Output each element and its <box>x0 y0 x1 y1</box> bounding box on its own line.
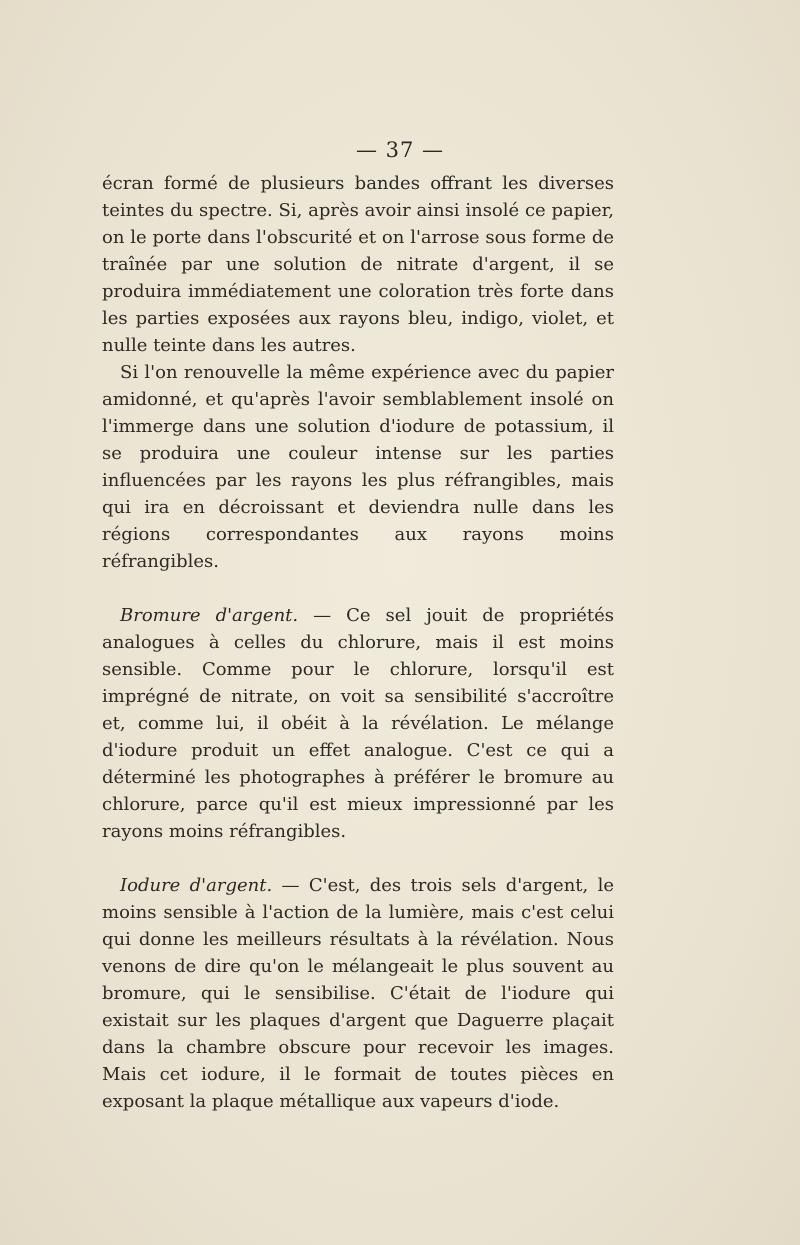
section-text-iodure: — C'est, des trois sels d'argent, le moins sensible à l'action de la lumière, mais c'est celui qui donne les meilleurs résultats à la révélation. Nous venons de dire qu'on le mélangeait le plus souvent au bromure, qui le sensibilise. C'était de l'iodure qui existait sur les plaques d'argent que Daguerre plaçait dans la chambre obscure pour recevoir les images. Mais cet iodure, il le formait de toutes pièces en exposant la plaque métallique aux vapeurs d'iode. <box>102 875 614 1112</box>
page-number: — 37 — <box>355 138 445 162</box>
section-spacer <box>102 575 614 602</box>
page-body <box>102 170 614 1115</box>
section-iodure <box>102 872 614 1115</box>
section-title-bromure: Bromure d'argent. <box>120 605 299 626</box>
section-title-iodure: Iodure d'argent. <box>120 875 273 896</box>
section-bromure <box>102 602 614 845</box>
section-text-bromure: — Ce sel jouit de propriétés analogues à celles du chlorure, mais il est moins sensible. Comme pour le chlorure, lorsqu'il est imprégné de nitrate, on voit sa sensibilité s'accroître et, comme lui, il obéit à la révélation. Le mélange d'iodure produit un effet analogue. C'est ce qui a déterminé les photographes à préférer le bromure au chlorure, parce qu'il est mieux impressionné par les rayons moins réfrangibles. <box>102 605 614 842</box>
section-spacer <box>102 845 614 872</box>
paragraph-ecran: écran formé de plusieurs bandes offrant les diverses teintes du spectre. Si, après avoir ainsi insolé ce papier, on le porte dans l'obscurité et on l'arrose sous forme de traînée par une solution de nitrate d'argent, il se produira immédiatement une coloration très forte dans les parties exposées aux rayons bleu, indigo, violet, et nulle teinte dans les autres. <box>102 173 614 356</box>
paragraph-papier-amidonne: Si l'on renouvelle la même expérience avec du papier amidonné, et qu'après l'avoir semblablement insolé on l'immerge dans une solution d'iodure de potassium, il se produira une couleur intense sur les parties influencées par les rayons les plus réfrangibles, mais qui ira en décroissant et deviendra nulle dans les régions correspondantes aux rayons moins réfrangibles. <box>102 362 614 572</box>
